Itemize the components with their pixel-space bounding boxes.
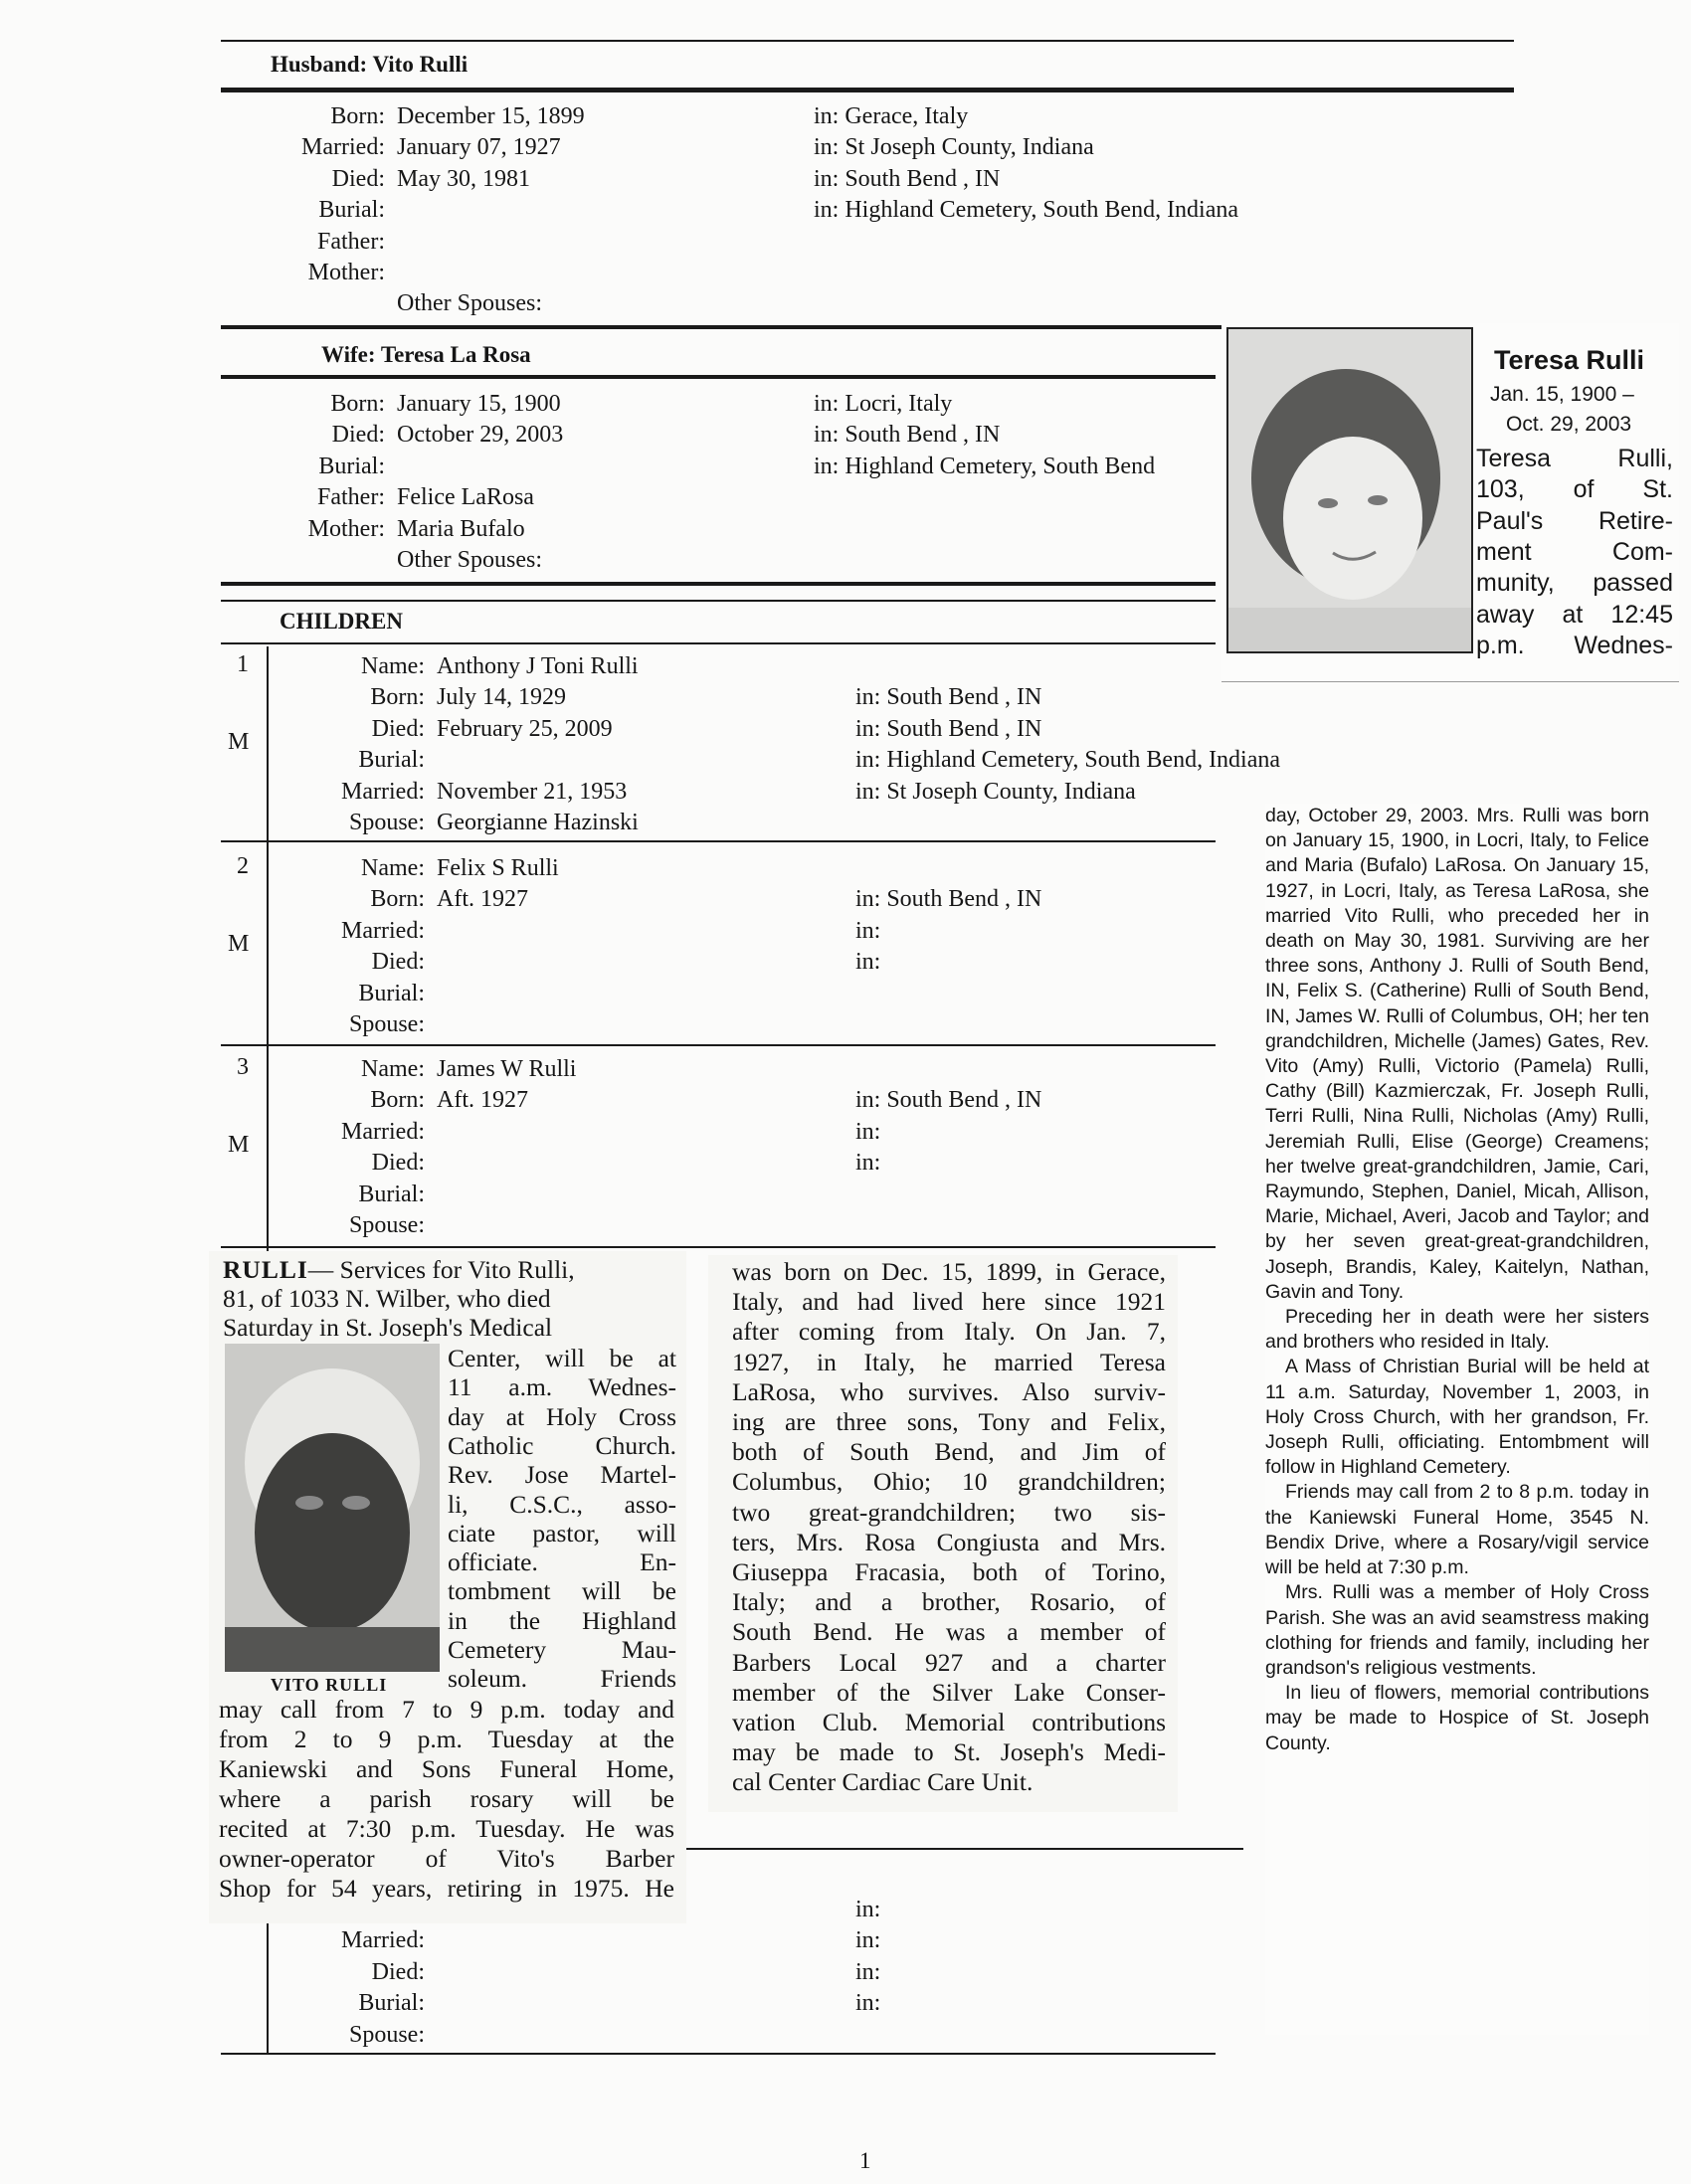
husband-fact-place: in: Gerace, Italy	[814, 103, 969, 129]
child-fact-label: Died:	[371, 949, 425, 976]
wife-fact-value: January 15, 1900	[397, 391, 561, 417]
teresa-paragraph: A Mass of Christian Burial will be held at 11 a.m. Saturday, November 1, 2003, in Holy Cross Church, with her grandson, Fr. Joseph Rulli, officiating. Entombment will follow in Highland Cemetery.	[1265, 1356, 1649, 1479]
vito-col2-line: member of the Silver Lake Conser-	[732, 1677, 1166, 1707]
child-fact-value: Anthony J Toni Rulli	[437, 653, 639, 679]
child-sex: M	[228, 1132, 250, 1158]
child-fact-label: Spouse:	[348, 1011, 425, 1037]
teresa-clipping-column	[1265, 804, 1649, 2035]
child-fact-value: Aft. 1927	[437, 886, 528, 913]
children-header-rule	[221, 642, 1216, 644]
vito-clipping	[209, 1251, 686, 1923]
child-number: 3	[237, 1054, 249, 1080]
husband-fact-label: Mother:	[307, 260, 385, 285]
teresa-lead-line: Teresa Rulli,	[1476, 445, 1673, 472]
wife-fact-value: October 29, 2003	[397, 422, 564, 449]
child-fact-place: in: Highland Cemetery, South Bend, Indiana	[855, 747, 1281, 774]
child-fact-place: in: South Bend , IN	[855, 1087, 1042, 1114]
vito-side-line: in the Highland	[448, 1605, 676, 1635]
husband-fact-value: December 15, 1899	[397, 103, 585, 129]
wife-fact-label: Mother:	[307, 515, 385, 542]
teresa-lead-line: p.m. Wednes-	[1476, 631, 1673, 659]
child-fact-label: Born:	[370, 1087, 425, 1114]
vito-portrait-image	[225, 1344, 440, 1672]
wife-fact-place: in: Highland Cemetery, South Bend	[814, 453, 1156, 479]
husband-fact-place: in: Highland Cemetery, South Bend, Indiana	[814, 197, 1239, 224]
children-rule-top	[221, 582, 1216, 586]
teresa-lead-line: ment Com-	[1476, 537, 1673, 566]
wife-fact-place: in: Locri, Italy	[814, 391, 953, 417]
vito-col2-line: ing are three sons, Tony and Felix,	[732, 1407, 1166, 1436]
teresa-name: Teresa Rulli	[1494, 345, 1645, 375]
wife-header-label: Wife:	[321, 342, 376, 367]
husband-fact-place: in: St Joseph County, Indiana	[814, 134, 1094, 161]
wife-fact-place: in: South Bend , IN	[814, 422, 1001, 449]
vito-clipping-column-2	[708, 1255, 1178, 1812]
child-fact-place: in:	[855, 1958, 881, 1985]
teresa-paragraph: day, October 29, 2003. Mrs. Rulli was born on January 15, 1900, in Locri, Italy, to Felice and Maria (Bufalo) LaRosa. On January 15, 1927, in Locri, Italy, as Teresa LaRosa, she married Vito Rulli, who preceded her in death on May 30, 1981. Surviving are her three sons, Anthony J. Rulli of South Bend, IN, Felix S. (Catherine) Rulli of South Bend, IN, James W. Rulli of Columbus, OH; her ten grandchildren, Michelle (James) Gates, Rev. Vito (Amy) Rulli, Victorio (Pamela) Rulli, Cathy (Bill) Kazmierczak, Fr. Joseph Rulli, Terri Rulli, Nina Rulli, Nicholas (Amy) Rulli, Jeremiah Rulli, Elise (George) Creamens; her twelve great-grandchildren, Jamie, Cari, Raymundo, Stephen, Daniel, Micah, Allison, Marie, Michael, Averi, Jacob and Taylor; and by her seven great-great-grandchildren, Joseph, Brandis, Kaley, Kaitelyn, Nathan, Gavin and Tony.	[1265, 805, 1649, 1303]
teresa-lead-line: 103, of St.	[1476, 475, 1673, 504]
vito-col2-line: Italy; and a brother, Rosario, of	[732, 1587, 1166, 1617]
vito-line-2: 81, of 1033 N. Wilber, who died	[223, 1284, 551, 1313]
vito-line-3: Saturday in St. Joseph's Medical	[223, 1313, 553, 1342]
child-fact-value: July 14, 1929	[437, 684, 567, 711]
teresa-paragraph: Friends may call from 2 to 8 p.m. today in the Kaniewski Funeral Home, 3545 N. Bendix Drive, where a Rosary/vigil service will be held at 7:30 p.m.	[1265, 1481, 1649, 1579]
husband-rule	[221, 88, 1514, 92]
child-number: 1	[237, 651, 249, 677]
child-fact-label: Married:	[341, 917, 425, 944]
vito-col2-line: Italy, and had lived here since 1921	[732, 1287, 1166, 1317]
wife-rule	[221, 375, 1216, 379]
husband-fact-label: Married:	[301, 134, 385, 161]
teresa-paragraph: Preceding her in death were her sisters and brothers who resided in Italy.	[1265, 1306, 1649, 1354]
child-fact-label: Name:	[361, 855, 425, 881]
vito-bottom-line: Shop for 54 years, retiring in 1975. He	[219, 1874, 674, 1903]
vito-side-line: ciate pastor, will	[448, 1518, 676, 1547]
vito-bottom-line: may call from 7 to 9 p.m. today and	[219, 1695, 674, 1724]
child-sex: M	[228, 931, 250, 957]
wife-fact-value: Felice LaRosa	[397, 484, 534, 511]
vito-side-line: li, C.S.C., asso-	[448, 1489, 676, 1519]
teresa-paragraph: Mrs. Rulli was a member of Holy Cross Parish. She was an avid seamstress making clothing for friends and family, including her grandson's religious vestments.	[1265, 1581, 1649, 1679]
child-fact-label: Born:	[370, 684, 425, 711]
vito-col2-line: 1927, in Italy, he married Teresa	[732, 1347, 1166, 1376]
vito-col2-line: after coming from Italy. On Jan. 7,	[732, 1317, 1166, 1347]
vito-col2-line: cal Center Cardiac Care Unit.	[732, 1767, 1033, 1797]
child-fact-label: Died:	[371, 715, 425, 742]
child-fact-place: in:	[855, 1927, 881, 1954]
teresa-photo	[1226, 327, 1473, 653]
wife-other-spouses: Other Spouses:	[397, 547, 542, 573]
vito-side-line: day at Holy Cross	[448, 1401, 676, 1431]
teresa-lead-line: munity, passed	[1476, 569, 1673, 598]
vito-photo-caption: VITO RULLI	[271, 1675, 388, 1695]
bottom-rule	[221, 2053, 1216, 2055]
child-fact-place: in:	[855, 1990, 881, 2017]
child-fact-label: Married:	[341, 1927, 425, 1954]
wife-fact-label: Father:	[317, 484, 385, 511]
child-fact-label: Burial:	[358, 1181, 425, 1207]
vito-col2-line: ters, Mrs. Rosa Congiusta and Mrs.	[732, 1527, 1166, 1556]
child-fact-value: Georgianne Hazinski	[437, 810, 639, 835]
husband-fact-value: May 30, 1981	[397, 165, 530, 192]
wife-fact-label: Burial:	[318, 453, 385, 479]
teresa-lead-line: Paul's Retire-	[1476, 506, 1673, 535]
children-header: CHILDREN	[280, 609, 403, 634]
page-number: 1	[859, 2148, 871, 2173]
husband-header	[271, 52, 468, 78]
husband-fact-label: Burial:	[318, 197, 385, 224]
child-sex: M	[228, 729, 250, 755]
child-fact-label: Burial:	[358, 747, 425, 774]
vito-side-line: 11 a.m. Wednes-	[448, 1372, 676, 1402]
teresa-clipping-top	[1221, 323, 1679, 683]
vito-bottom-line: from 2 to 9 p.m. Tuesday at the	[219, 1725, 674, 1753]
vito-bottom-line: Kaniewski and Sons Funeral Home,	[219, 1754, 674, 1783]
child-fact-value: Felix S Rulli	[437, 855, 559, 881]
vito-col2-line: Barbers Local 927 and a charter	[732, 1647, 1166, 1677]
children-rule-top-thin	[221, 600, 1216, 602]
child-divider-1	[221, 840, 1216, 842]
vito-col2-line: two great-grandchildren; two sis-	[732, 1497, 1166, 1527]
child-fact-place: in: St Joseph County, Indiana	[855, 778, 1136, 805]
child-fact-place: in:	[855, 1150, 881, 1177]
child-fact-place: in:	[855, 1118, 881, 1145]
husband-fact-value: January 07, 1927	[397, 134, 561, 161]
husband-fact-label: Born:	[330, 103, 385, 129]
wife-fact-value: Maria Bufalo	[397, 515, 525, 542]
teresa-portrait-image	[1228, 329, 1471, 651]
wife-name: Teresa La Rosa	[380, 342, 531, 367]
child-fact-label: Born:	[370, 886, 425, 913]
vito-bottom-line: recited at 7:30 p.m. Tuesday. He was	[219, 1814, 674, 1843]
wife-header	[321, 342, 531, 368]
husband-fact-place: in: South Bend , IN	[814, 165, 1001, 192]
child-fact-value: February 25, 2009	[437, 715, 613, 742]
child-fact-place: in: South Bend , IN	[855, 886, 1042, 913]
teresa-paragraph: In lieu of flowers, memorial contributions may be made to Hospice of St. Joseph County.	[1265, 1682, 1649, 1754]
husband-header-label: Husband:	[271, 52, 368, 77]
child-fact-label: Burial:	[358, 980, 425, 1006]
husband-name: Vito Rulli	[372, 52, 469, 77]
teresa-dates-2: Oct. 29, 2003	[1506, 413, 1632, 436]
vito-side-line: Center, will be at	[448, 1344, 676, 1372]
vito-bottom-line: where a parish rosary will be	[219, 1784, 674, 1813]
wife-fact-label: Born:	[330, 391, 385, 417]
child-fact-label: Name:	[361, 653, 425, 679]
child-fact-place: in:	[855, 1897, 881, 1922]
child-fact-label: Died:	[371, 1150, 425, 1177]
vito-side-line: officiate. En-	[448, 1547, 676, 1577]
child-fact-label: Burial:	[358, 1990, 425, 2017]
child-fact-place: in: South Bend , IN	[855, 684, 1042, 711]
teresa-clip-edge	[1221, 681, 1679, 682]
child-number: 2	[237, 853, 249, 879]
child-divider-4	[686, 1848, 1243, 1850]
teresa-body-text	[1265, 804, 1649, 1756]
vito-photo	[225, 1344, 440, 1672]
child-fact-value: Aft. 1927	[437, 1087, 528, 1114]
vito-col2-line: South Bend. He was a member of	[732, 1617, 1166, 1647]
child-fact-value: James W Rulli	[437, 1056, 577, 1082]
child-fact-label: Spouse:	[348, 1212, 425, 1238]
child-fact-place: in:	[855, 917, 881, 944]
child-fact-value: November 21, 1953	[437, 778, 628, 805]
vito-bottom-line: owner-operator of Vito's Barber	[219, 1844, 674, 1873]
top-rule	[221, 40, 1514, 42]
child-fact-label: Married:	[341, 778, 425, 805]
vito-headline-word: RULLI	[223, 1255, 308, 1284]
vito-side-line: Catholic Church.	[448, 1430, 676, 1460]
vito-col2-line: Columbus, Ohio; 10 grandchildren;	[732, 1467, 1166, 1497]
child-fact-label: Spouse:	[348, 810, 425, 835]
vito-col2-line: vation Club. Memorial contributions	[732, 1708, 1166, 1736]
vito-side-line: tombment will be	[448, 1576, 676, 1606]
child-divider-3	[221, 1246, 1216, 1248]
husband-other-spouses: Other Spouses:	[397, 290, 542, 316]
vito-col2-line: may be made to St. Joseph's Medi-	[732, 1737, 1166, 1767]
child-fact-label: Spouse:	[348, 2021, 425, 2048]
vito-headline	[223, 1255, 575, 1284]
teresa-lead-line: away at 12:45	[1476, 600, 1673, 629]
child-divider-2	[221, 1044, 1216, 1046]
vito-side-line: Rev. Jose Martel-	[448, 1460, 676, 1490]
child-fact-label: Name:	[361, 1056, 425, 1082]
vito-side-line: soleum. Friends	[448, 1664, 676, 1694]
vito-headline-rest: — Services for Vito Rulli,	[307, 1255, 575, 1284]
vito-col2-line: LaRosa, who survives. Also surviv-	[732, 1376, 1166, 1406]
child-fact-place: in:	[855, 949, 881, 976]
child-fact-label: Married:	[341, 1118, 425, 1145]
teresa-dates-1: Jan. 15, 1900 –	[1490, 383, 1634, 406]
husband-fact-label: Father:	[317, 228, 385, 255]
husband-fact-label: Died:	[331, 165, 385, 192]
vito-col2-line: Giuseppa Fracasia, both of Torino,	[732, 1557, 1166, 1586]
child-fact-place: in: South Bend , IN	[855, 715, 1042, 742]
child-fact-label: Died:	[371, 1958, 425, 1985]
wife-fact-label: Died:	[331, 422, 385, 449]
vito-side-line: Cemetery Mau-	[448, 1635, 676, 1664]
vito-col2-line: was born on Dec. 15, 1899, in Gerace,	[732, 1257, 1166, 1286]
vito-col2-line: both of South Bend, and Jim of	[732, 1437, 1166, 1467]
